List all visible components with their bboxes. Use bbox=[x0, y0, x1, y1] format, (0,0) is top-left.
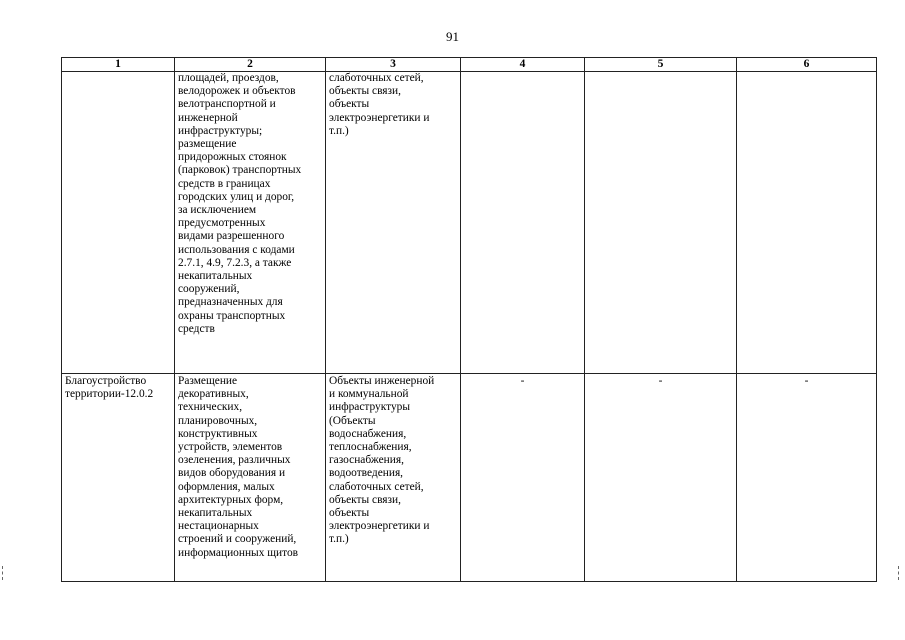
cell-text: площадей, проездов, велодорожек и объектов велотранспортной и инженерной инфраструктуры; размещение придорожных стоянок (парковок) транспортных средств в границах городских улиц и дорог, за исключением предусмотренных видами разрешенного использования с кодами 2.7.1, 4.9, 7.2.3, а также некапитальных сооружений, предназначенных для охраны транспортных средств bbox=[178, 72, 302, 335]
table-cell bbox=[62, 72, 175, 374]
table-cell bbox=[326, 72, 461, 374]
table-row bbox=[62, 72, 877, 374]
table-cell bbox=[326, 374, 461, 582]
table-cell bbox=[737, 72, 877, 374]
table-cell bbox=[585, 374, 737, 582]
regulations-table bbox=[61, 57, 877, 582]
column-header-1: 1 bbox=[62, 58, 175, 72]
scan-edge-mark-right bbox=[898, 566, 905, 580]
cell-text: - bbox=[658, 375, 663, 387]
table-row bbox=[62, 374, 877, 582]
column-header-4: 4 bbox=[461, 58, 585, 72]
column-header-6: 6 bbox=[737, 58, 877, 72]
table-cell bbox=[461, 374, 585, 582]
column-header-2: 2 bbox=[175, 58, 326, 72]
column-header-5: 5 bbox=[585, 58, 737, 72]
cell-text: Объекты инженерной и коммунальной инфраструктуры (Объекты водоснабжения, теплоснабжения, газоснабжения, водоотведения, слаботочных сетей, объекты связи, объекты электроэнергетики и т.п.) bbox=[329, 375, 435, 546]
cell-text: слаботочных сетей, объекты связи, объекты электроэнергетики и т.п.) bbox=[329, 72, 430, 137]
table-header-row bbox=[62, 58, 877, 72]
page-number: 91 bbox=[446, 29, 459, 44]
table-cell bbox=[737, 374, 877, 582]
table-cell bbox=[175, 72, 326, 374]
cell-text: - bbox=[804, 375, 809, 387]
table-cell bbox=[175, 374, 326, 582]
cell-text: Благоустройство территории-12.0.2 bbox=[65, 375, 154, 401]
column-header-3: 3 bbox=[326, 58, 461, 72]
scan-edge-mark-left bbox=[2, 566, 9, 580]
cell-text: - bbox=[520, 375, 525, 387]
table-cell bbox=[461, 72, 585, 374]
table-cell bbox=[585, 72, 737, 374]
table-cell bbox=[62, 374, 175, 582]
cell-text: Размещение декоративных, технических, планировочных, конструктивных устройств, элементов озеленения, различных видов оборудования и оформления, малых архитектурных форм, некапитальных нестационарных строений и сооружений, информационных щитов bbox=[178, 375, 299, 559]
